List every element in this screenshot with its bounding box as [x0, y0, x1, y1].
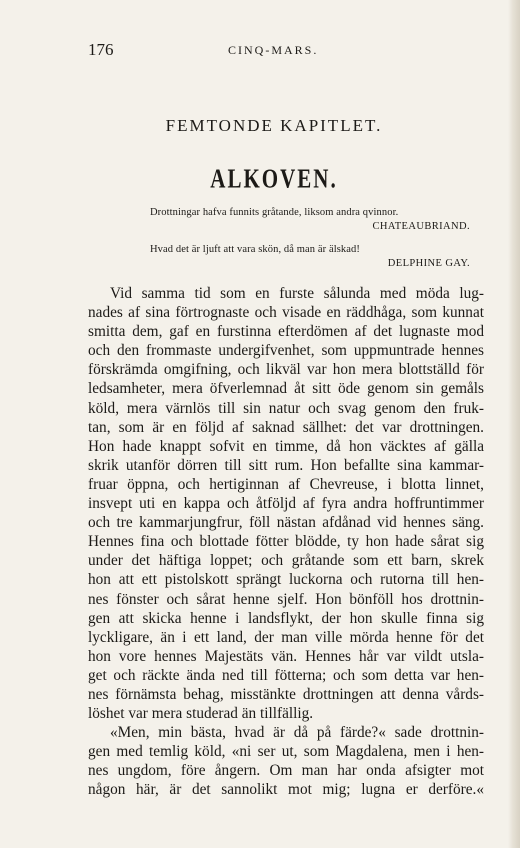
- page-number: 176: [88, 40, 114, 59]
- epigraph-quote: Drottningar hafva funnits gråtande, liksom andra qvinnor.: [150, 207, 399, 218]
- text-line: hon vore hennes Majestäts vän. Hennes hår var vildt utsla-: [88, 647, 484, 665]
- page-edge-shadow: [508, 0, 520, 848]
- chapter-heading: FEMTONDE KAPITLET.: [165, 116, 383, 135]
- text-line: «Men, min bästa, hvad är då på färde?« sade drottnin-: [110, 724, 484, 742]
- running-title: CINQ-MARS.: [228, 43, 319, 57]
- text-line: någon här, är det sannolikt mot mig; lugna er derföre.«: [88, 781, 484, 799]
- text-line: hon att ett pistolskott sprängt luckorna och rutorna till hen-: [88, 571, 484, 589]
- text-line: insvept uti en kappa och åtföljd af fyra andra hoffruntimmer: [88, 495, 484, 513]
- text-line: Hon hade knappt sofvit en timme, då hon väcktes af gälla: [88, 437, 484, 455]
- text-line: köld, mera värnlös till sin natur och svag genom den fruk-: [88, 399, 484, 417]
- text-line: fruar öppna, och hertiginnan af Chevreuse, i blotta linnet,: [88, 475, 484, 493]
- text-line: tan, som är en följd af saknad sällhet: det var drottningen.: [88, 418, 484, 436]
- page-header: [88, 40, 480, 60]
- epigraph-author: DELPHINE GAY.: [387, 258, 470, 269]
- epigraph-quote: Hvad det är ljuft att vara skön, då man är älskad!: [150, 244, 360, 255]
- text-line: under det häftiga loppet; och gråtande som ett barn, skrek: [88, 552, 484, 570]
- text-line: nades af sina förtrognaste och visade en räddhåga, som kunnat: [88, 304, 484, 322]
- text-line: nes förnämsta behag, misstänkte drottningen att denna vårds-: [88, 685, 484, 703]
- text-line: lyckligare, än i ett land, der man ville mörda henne för det: [88, 628, 484, 646]
- text-line: och den frommaste undergifvenhet, som uppmuntrade hennes: [88, 342, 484, 360]
- text-line: nes ungdom, före ångern. Om man har onda afsigter mot: [88, 762, 484, 780]
- epigraph: [150, 244, 470, 269]
- text-line: gen att skicka henne i landsflykt, der hon skulle finna sig: [88, 609, 484, 627]
- text-line: Vid samma tid som en furste sålunda med möda lug-: [110, 285, 484, 302]
- chapter-title: ALKOVEN.: [210, 163, 338, 195]
- text-line: och tre kammarjungfrur, föll nästan afdånad vid hennes säng.: [88, 514, 484, 532]
- text-line: skrik utanför dörren till sitt rum. Hon befallte sina kammar-: [88, 456, 484, 474]
- text-line: löshet var mera studerad än tillfällig.: [88, 705, 314, 723]
- text-line: get och räckte ända ned till fötterna; och som detta var hen-: [88, 666, 484, 684]
- epigraph-author: CHATEAUBRIAND.: [372, 221, 470, 232]
- text-line: förskrämda omgifning, och likväl var hon mera blottställd för: [88, 361, 484, 379]
- text-line: nes fönster och sårat henne sjelf. Hon bönföll hos drottnin-: [88, 590, 484, 608]
- text-line: Hennes fina och blottade fötter blödde, ty hon hade sårat sig: [88, 533, 484, 551]
- body-text: [88, 284, 484, 800]
- text-line: gen med temlig köld, «ni ser ut, som Magdalena, men i hen-: [88, 743, 484, 761]
- text-line: ledsamheter, mera öfverlemnad åt sitt öde genom sin gemåls: [88, 380, 484, 398]
- epigraph: [150, 207, 470, 232]
- text-line: smitta dem, gaf en furstinna efterdömen af det lugnaste mod: [88, 323, 484, 341]
